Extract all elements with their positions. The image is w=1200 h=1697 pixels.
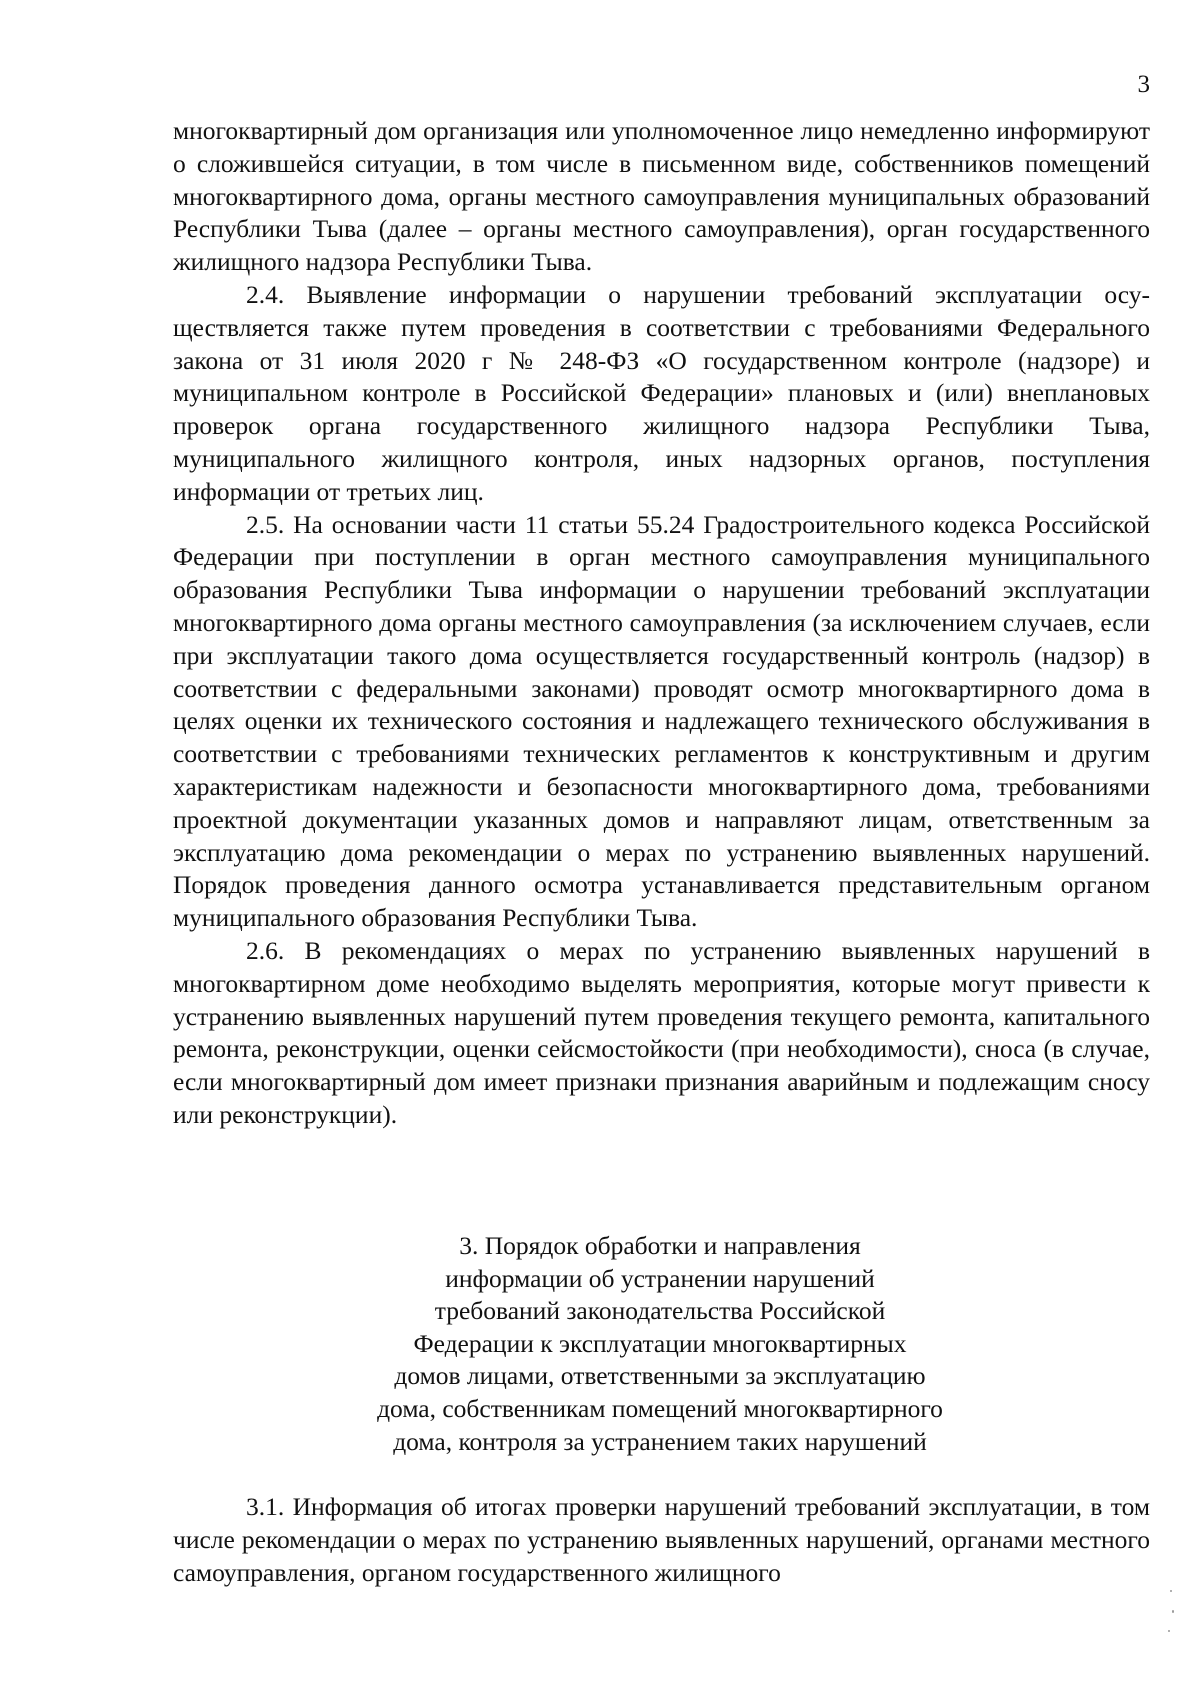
paragraph-2-4: 2.4. Выявление информации о нарушении требований эксплуатации осуществляется также путем проведения в соответствии с требованиями Федерального закона от 31 июля 2020 г № 248-ФЗ «О государственном контроле (надзоре) и муниципальном контроле в Российской Федерации» плановых и (или) внеплановых проверок органа государственного жилищного надзора Республики Тыва, муниципального жилищного контроля, иных надзорных органов, поступления информации от третьих лиц. — [173, 279, 1150, 506]
section-3-heading — [300, 1230, 1020, 1458]
heading-line: 3. Порядок обработки и направления — [459, 1231, 861, 1260]
paragraph-2-6: 2.6. В рекомендациях о мерах по устранению выявленных нарушений в многоквартирном доме необходимо выделять мероприятия, которые могут привести к устранению выявленных нарушений путем проведения текущего ремонта, капитального ремонта, реконструкции, оценки сейсмостойкости (при необходимости), сноса (в случае, если многоквартирный дом имеет признаки признания аварийным и подлежащим сносу или реконструкции). — [173, 935, 1150, 1129]
main-text-block — [173, 115, 1150, 1132]
scan-speck — [1170, 1590, 1172, 1592]
paragraph-continuation: многоквартирный дом организация или уполномоченное лицо немедленно информируют о сложившейся ситуации, в том числе в письменном виде, собственников помещений многоквартирного дома, органы местного самоуправления муниципальных образований Республики Тыва (далее – органы местного самоуправления), орган государственного жилищного надзора Республики Тыва. — [173, 116, 1150, 277]
heading-line: домов лицами, ответственными за эксплуатацию — [394, 1361, 926, 1391]
scan-speck — [1172, 1610, 1174, 1613]
paragraph-2-5: 2.5. На основании части 11 статьи 55.24 Градостроительного кодекса Российской Федерации при поступлении в орган местного самоуправления муниципального образования Республики Тыва информации о нарушении требований эксплуатации многоквартирного дома органы местного самоуправления (за исключением случаев, если при эксплуатации такого дома осуществляется государственный контроль (надзор) в соответствии с федеральными законами) проводят осмотр многоквартирного дома в целях оценки их технического состояния и надлежащего технического обслуживания в соответствии с требованиями технических регламентов к конструктивным и другим характеристикам надежности и безопасности многоквартирного дома, требованиями проектной документации указанных домов и направляют лицам, ответственным за эксплуатацию дома рекомендации о мерах по устранению выявленных нарушений. Порядок проведения данного осмотра устанавливается представительным органом муниципального образования Республики Тыва. — [173, 509, 1150, 933]
paragraph-3-1: 3.1. Информация об итогах проверки нарушений требований эксплуатации, в том числе рекомендации о мерах по устранению выявленных нарушений, органами местного самоуправления, органом государственного жилищного — [173, 1492, 1150, 1587]
heading-line: информации об устранении нарушений — [445, 1263, 875, 1293]
heading-line: дома, собственникам помещений многоквартирного — [377, 1393, 943, 1423]
heading-line: Федерации к эксплуатации многоквартирных — [413, 1328, 907, 1358]
heading-line: дома, контроля за устранением таких нарушений — [393, 1426, 927, 1456]
section-3-text-block — [173, 1491, 1150, 1589]
scan-speck — [1168, 1630, 1170, 1632]
page-number: 3 — [1137, 71, 1150, 98]
heading-line: требований законодательства Российской — [434, 1296, 886, 1326]
